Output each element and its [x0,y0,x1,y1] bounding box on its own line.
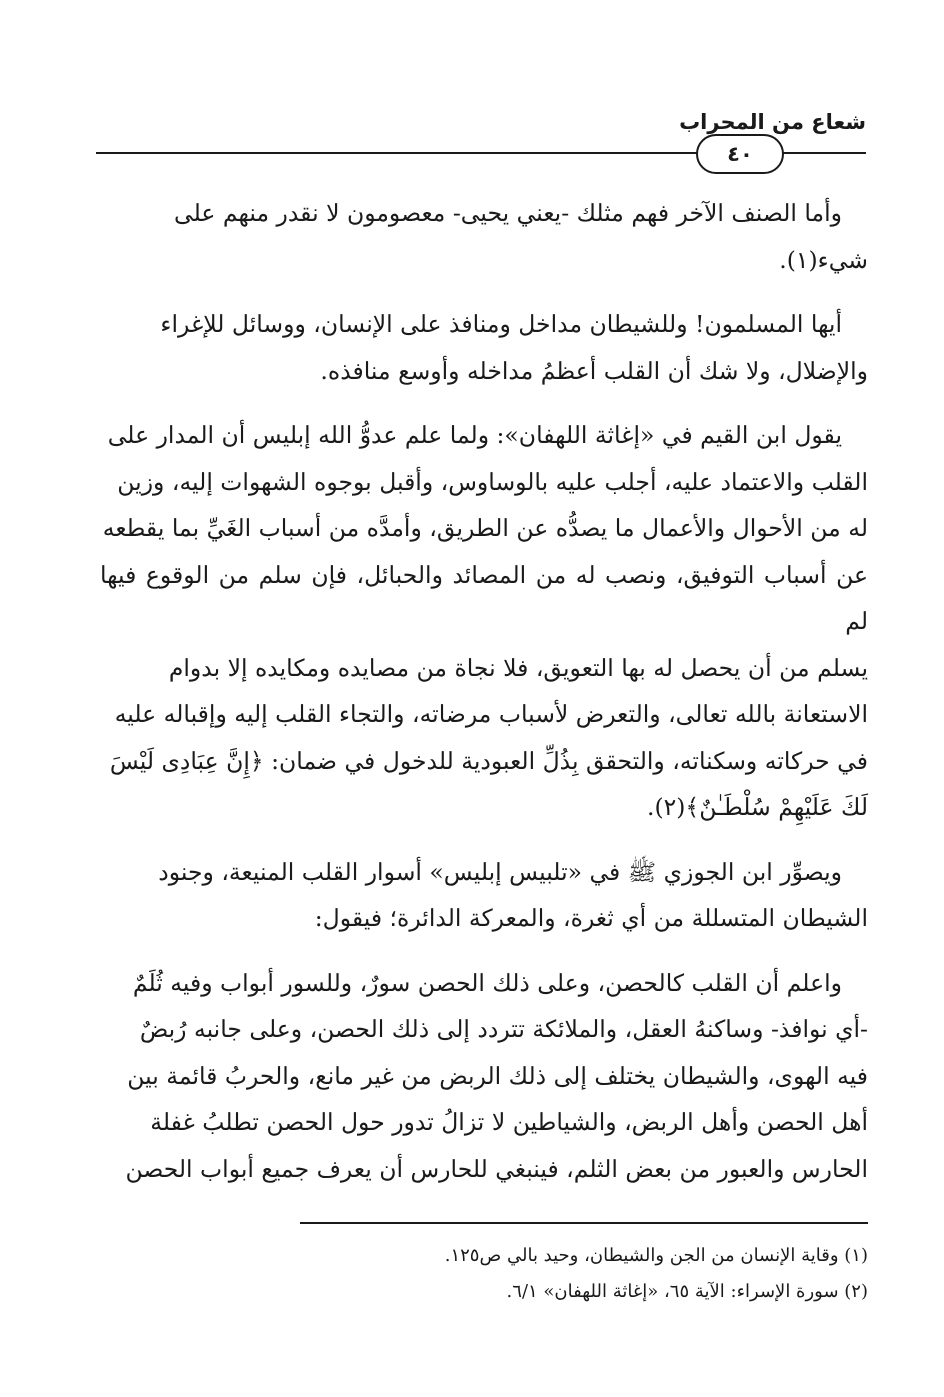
paragraph: وأما الصنف الآخر فهم مثلك -يعني يحيى- معصومون لا نقدر منهم على شيء(١). [174,199,868,274]
paragraph: أيها المسلمون! وللشيطان مداخل ومنافذ على الإنسان، ووسائل للإغراء والإضلال، ولا شك أن القلب أعظمُ مداخله وأوسع منافذه. [160,310,868,385]
footnotes [300,1222,868,1310]
paragraph: ويصوِّر ابن الجوزي ﷺ في «تلبيس إبليس» أسوار القلب المنيعة، وجنود الشيطان المتسللة من أي ثغرة، والمعركة الدائرة؛ فيقول: [158,857,868,932]
footnote: (١) وقاية الإنسان من الجن والشيطان، وحيد بالي ص١٢٥. [444,1245,868,1266]
paragraph: يقول ابن القيم في «إغاثة اللهفان»: ولما علم عدوُّ الله إبليس أن المدار على القلب والاعتماد عليه، أجلب عليه بالوساوس، وأقبل بوجوه الشهوات إليه، وزين له من الأحوال والأعمال ما يصدُّه عن الطريق، وأمدَّه من أسباب الغَيِّ بما يقطعه عن أسباب التوفيق، ونصب له من المصائد والحبائل، فإن سلم من الوقوع فيها لم يسلم من أن يحصل له بها التعويق، فلا نجاة من مصايده ومكايده إلا بدوام الاستعانة بالله تعالى، والتعرض لأسباب مرضاته، والتجاء القلب إليه وإقباله عليه في حركاته وسكناته، والتحقق بِذُلِّ العبودية للدخول في ضمان: ﴿إِنَّ عِبَادِى لَيْسَ لَكَ عَلَيْهِمْ سُلْطَـٰنٌ﴾(٢). [100,421,868,821]
running-title: شعاع من المحراب [679,110,866,134]
paragraph: واعلم أن القلب كالحصن، وعلى ذلك الحصن سورٌ، وللسور أبواب وفيه ثُلَمٌ -أي نوافذ- وساكنهُ العقل، والملائكة تتردد إلى ذلك الحصن، وعلى جانبه رُبضٌ فيه الهوى، والشيطان يختلف إلى ذلك الربض من غير مانع، والحربُ قائمة بين أهل الحصن وأهل الربض، والشياطين لا تزالُ تدور حول الحصن تطلبُ غفلة الحارس والعبور من بعض الثلم، فينبغي للحارس أن يعرف جميع أبواب الحصن [125,968,868,1183]
footnote-rule [300,1222,868,1224]
page-number: ٤٠ [696,134,784,174]
page-header [96,110,866,200]
footnote: (٢) سورة الإسراء: الآية ٦٥، «إغاثة اللهفان» ٦/١. [506,1281,868,1302]
body-text [100,190,868,1210]
